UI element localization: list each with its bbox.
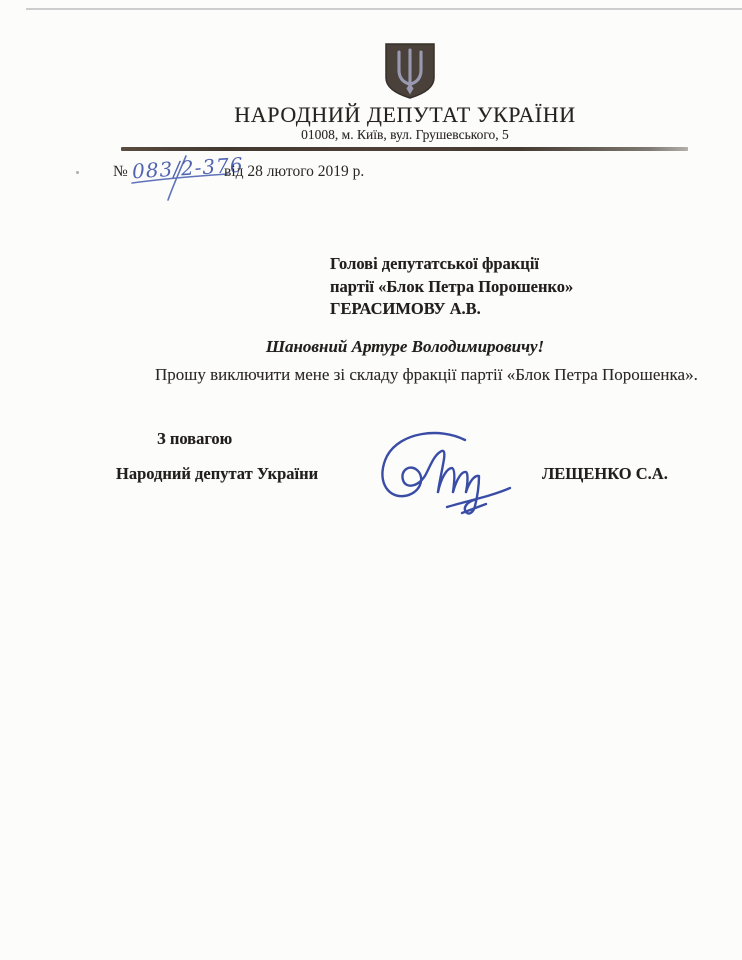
scan-artifact-speck <box>76 171 79 174</box>
reference-date: від 28 лютого 2019 р. <box>224 163 365 180</box>
salutation: Шановний Артуре Володимировичу! <box>265 337 545 356</box>
signer-name: ЛЕЩЕНКО С.А. <box>542 464 668 483</box>
letterhead-address: 01008, м. Київ, вул. Грушевського, 5 <box>301 127 509 142</box>
reference-number-handwritten: 083/2-376 <box>131 152 245 184</box>
closing-position: Народний депутат України <box>116 464 319 483</box>
recipient-line-3: ГЕРАСИМОВУ А.В. <box>330 299 481 318</box>
body-paragraph: Прошу виключити мене зі складу фракції партії «Блок Петра Порошенка». <box>155 365 698 384</box>
letterhead-title: НАРОДНИЙ ДЕПУТАТ УКРАЇНИ <box>234 102 576 127</box>
recipient-block <box>330 253 573 321</box>
recipient-line-1: Голові депутатської фракції <box>330 254 539 273</box>
handwritten-signature-icon <box>362 426 512 521</box>
scan-artifact-line <box>26 8 742 10</box>
recipient-line-2: партії «Блок Петра Порошенко» <box>330 276 574 296</box>
ukraine-trident-emblem-icon <box>383 42 437 100</box>
closing-regards: З повагою <box>157 429 233 448</box>
reference-number-prefix: № <box>113 163 128 180</box>
